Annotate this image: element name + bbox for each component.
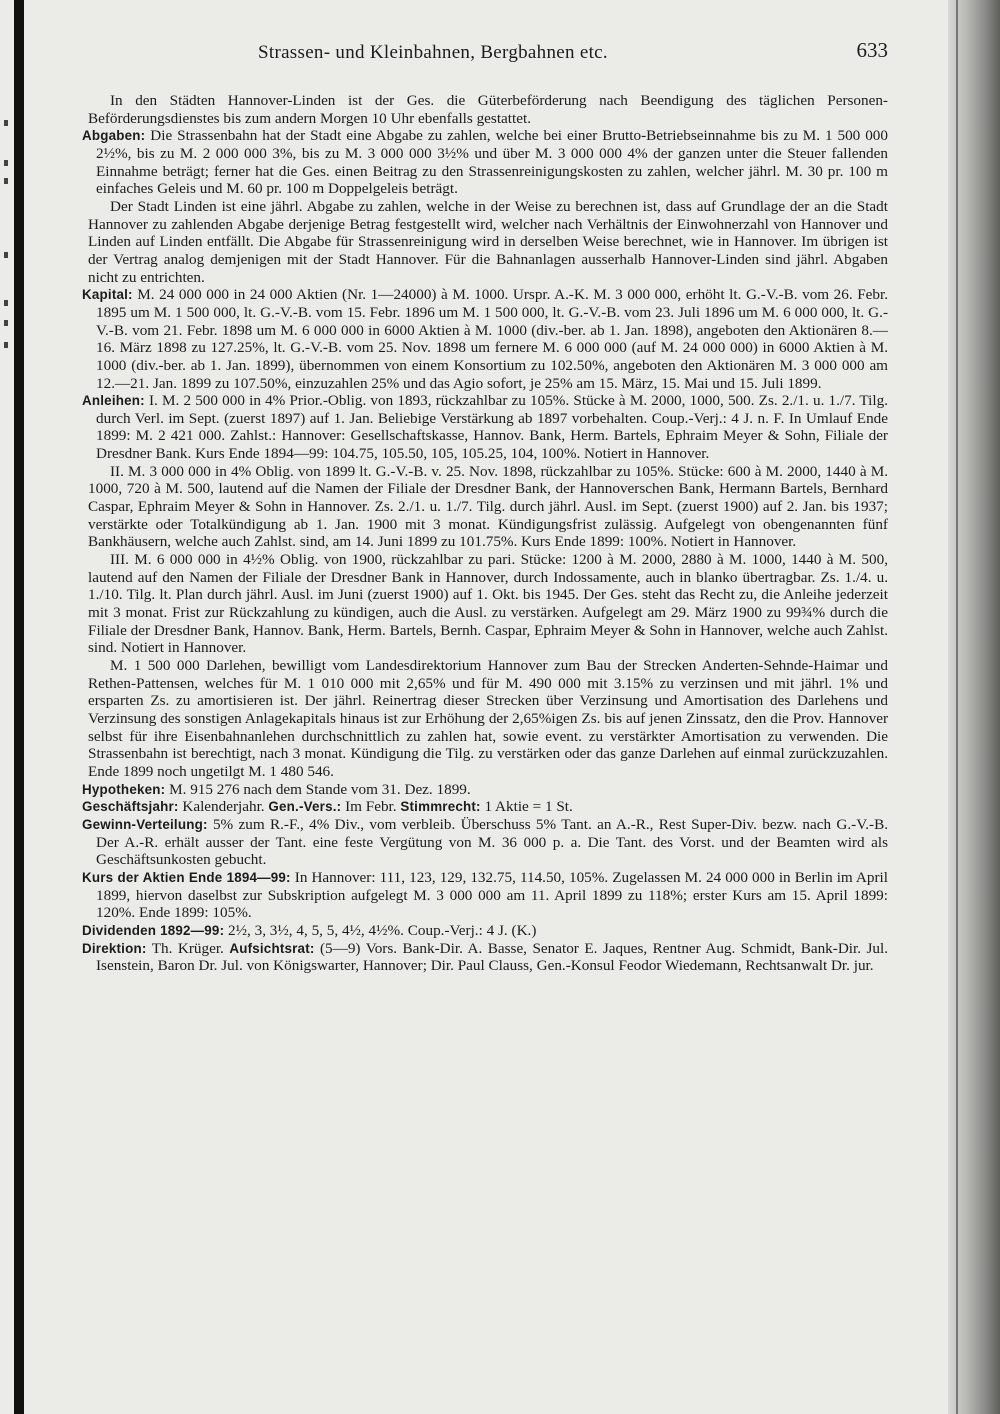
paragraph-dividenden <box>82 921 888 940</box>
margin-marks <box>2 0 14 1414</box>
paragraph-text: Th. Krüger. <box>151 939 224 957</box>
section-key: Hypotheken: <box>82 781 166 797</box>
paragraph-traffic <box>88 92 888 127</box>
paragraph-text: 1 Aktie = 1 St. <box>484 798 573 816</box>
paragraph-text: M. 915 276 nach dem Stande vom 31. Dez. 1899. <box>169 780 471 798</box>
section-key: Dividenden 1892—99: <box>82 922 225 938</box>
paragraph-text: II. M. 3 000 000 in 4% Oblig. von 1899 lt. G.-V.-B. v. 25. Nov. 1898, rückzahlbar zu 105%. Stücke: 600 à M. 2000, 1440 à M. 1000, 720 à M. 500, lautend auf die Namen der Filiale der Dresdner Bank, der Hannoverschen Bank, Hermann Bartels, Bernhard Caspar, Ephraim Meyer & Sohn in Hannover. Zs. 2./1. u. 1./7. Tilg. durch jährl. Ausl. im Sept. (zuerst 1900) auf 2. Jan. bis 1937; verstärkte oder Totalkündigung ab 1. Jan. 1900 mit 3 monat. Kündigungsfrist zulässig. Aufgelegt von obengenannten fünf Bankhäusern, welche auch Zahlst. sind, am 14. Juni 1899 zu 101.75%. Kurs Ende 1899: 100%. Notiert in Hannover. <box>88 462 888 551</box>
running-title: Strassen- und Kleinbahnen, Bergbahnen etc. <box>258 42 608 63</box>
paragraph-kurs <box>82 868 888 922</box>
paragraph-text: 2½, 3, 3½, 4, 5, 5, 4½, 4½%. Coup.-Verj.: 4 J. (K.) <box>228 921 537 939</box>
section-key: Geschäftsjahr: <box>82 799 179 815</box>
paragraph-hypotheken <box>82 780 888 799</box>
paragraph-gewinn-verteilung <box>82 815 889 869</box>
paragraph-anleihe-2 <box>88 463 888 551</box>
paragraph-text: In Hannover: 111, 123, 129, 132.75, 114.50, 105%. Zugelassen M. 24 000 000 in Berlin im April 1899, hiervon daselbst zur Subskription aufgelegt M. 3 000 000 am 11. April 1899 zu 118%; erster Kurs am 15. April 1899: 120%. Ende 1899: 105%. <box>96 868 888 922</box>
binding-edge <box>14 0 24 1414</box>
section-key: Abgaben: <box>82 128 146 144</box>
paragraph-darlehen <box>88 657 888 781</box>
page-body <box>82 92 889 975</box>
paragraph-text: In den Städten Hannover-Linden ist der Ges. die Güterbeförderung nach Beendigung des täglichen Personen-Beförderungsdienstes bis zum andern Morgen 10 Uhr ebenfalls gestattet. <box>88 92 888 127</box>
paragraph-anleihen <box>82 392 888 463</box>
paragraph-text: M. 1 500 000 Darlehen, bewilligt vom Landesdirektorium Hannover zum Bau der Strecken Anderten-Sehnde-Haimar und Rethen-Pattensen, welches für M. 1 010 000 mit 2,65% und für M. 490 000 mit 3.15% zu verzinsen und mit jährl. 1% und ersparten Zs. zu amortisieren ist. Der jährl. Reinertrag dieser Strecken über Verzinsung und Amortisation des Darlehens und Verzinsung des sonstigen Anlagekapitals hinaus ist zur Erhöhung der 2,65%igen Zs. bis auf jenen Zinssatz, den die Prov. Hannover selbst für ihre Eisenbahnanlehen durchschnittlich zu zahlen hat, sowie event. zu verstärkter Amortisation zu verwenden. Die Strassenbahn ist berechtigt, nach 3 monat. Kündigung die Tilg. zu verstärken oder das ganze Darlehen auf einmal zurückzuzahlen. Ende 1899 noch ungetilgt M. 1 480 546. <box>88 657 888 780</box>
section-key: Kurs der Aktien Ende 1894—99: <box>82 869 291 885</box>
section-key: Anleihen: <box>82 393 145 409</box>
paragraph-anleihe-3 <box>88 551 888 657</box>
paragraph-text: III. M. 6 000 000 in 4½% Oblig. von 1900, rückzahlbar zu pari. Stücke: 1200 à M. 2000, 2880 à M. 1000, 1440 à M. 500, lautend auf den Namen der Filiale der Dresdner Bank in Hannover, durch Indossamente, auch in blanko übertragbar. Zs. 1./4. u. 1./10. Tilg. lt. Plan durch jährl. Ausl. im Juni (zuerst 1900) auf 1. Okt. bis 1945. Der Ges. steht das Recht zu, die Anleihe jederzeit mit 3 monat. Frist zur Rückzahlung zu kündigen, auch die Ausl. zu verstärken. Aufgelegt am 29. März 1900 zu 99¾% durch die Filiale der Dresdner Bank, Hannov. Bank, Herm. Bartels, Bernh. Caspar, Ephraim Meyer & Sohn in Hannover, welche auch Zahlst. sind. Notiert in Hannover. <box>88 551 888 657</box>
paragraph-text: Im Febr. <box>345 798 397 816</box>
paragraph-geschaeftsjahr <box>82 798 888 816</box>
paragraph-text: M. 24 000 000 in 24 000 Aktien (Nr. 1—24000) à M. 1000. Urspr. A.-K. M. 3 000 000, erhöht lt. G.-V.-B. vom 26. Febr. 1895 um M. 1 500 000, lt. G.-V.-B. vom 15. Febr. 1896 um M. 1 500 000, lt. G.-V.-B. vom 23. Juli 1896 um M. 6 000 000, lt. G.-V.-B. vom 21. Febr. 1898 um M. 6 000 000 in 6000 Aktien à M. 1000 (div.-ber. ab 1. Jan. 1898), angeboten den Aktionären 8.—16. März 1898 zu 127.25%, lt. G.-V.-B. vom 25. Nov. 1898 um fernere M. 6 000 000 (auf M. 24 000 000) in 6000 Aktien à M. 1000 (div.-ber. ab 1. Jan. 1899), übernommen von einem Konsortium zu 102.50%, angeboten den Aktionären M. 3 000 000 am 12.—21. Jan. 1899 zu 107.50%, einzuzahlen 25% und das Agio sofort, je 25% am 15. März, 15. Mai und 15. Juli 1899. <box>96 286 889 392</box>
paragraph-text: Kalenderjahr. <box>182 798 265 816</box>
paragraph-linden <box>88 198 888 286</box>
paragraph-text: 5% zum R.-F., 4% Div., vom verbleib. Überschuss 5% Tant. an A.-R., Rest Super-Div. bezw. nach G.-V.-B. Der A.-R. erhält ausser der Tant. eine feste Vergütung von M. 36 000 p. a. Die Tant. des Vorst. und der Beamten wird als Geschäftsunkosten gebucht. <box>96 815 889 869</box>
paragraph-abgaben <box>82 127 888 198</box>
page-edge-shadow <box>948 0 1000 1414</box>
section-key: Gen.-Vers.: <box>268 799 342 815</box>
page-number: 633 <box>856 38 888 62</box>
paragraph-text: I. M. 2 500 000 in 4% Prior.-Oblig. von 1893, rückzahlbar zu 105%. Stücke à M. 2000, 1000, 500. Zs. 2./1. u. 1./7. Tilg. durch Verl. im Sept. (zuerst 1897) auf 1. Jan. Beliebige Verstärkung ab 1897 vorbehalten. Coup.-Verj.: 4 J. n. F. In Umlauf Ende 1899: M. 2 421 000. Zahlst.: Hannover: Gesellschaftskasse, Hannov. Bank, Herm. Bartels, Ephraim Meyer & Sohn, Filiale der Dresdner Bank. Kurs Ende 1894—99: 104.75, 105.50, 105, 105.25, 104, 100%. Notiert in Hannover. <box>96 392 888 463</box>
section-key: Aufsichtsrat: <box>229 940 315 956</box>
paragraph-text: (5—9) Vors. Bank-Dir. A. Basse, Senator E. Jaques, Rentner Aug. Schmidt, Bank-Dir. Jul. Isenstein, Baron Dr. Jul. von Königswarter, Hannover; Dir. Paul Clauss, Gen.-Konsul Feodor Wiedemann, Rechtsanwalt Dr. jur. <box>96 939 889 975</box>
section-key: Stimmrecht: <box>400 799 481 815</box>
section-key: Gewinn-Verteilung: <box>82 816 208 832</box>
section-key: Kapital: <box>82 287 133 303</box>
paragraph-text: Die Strassenbahn hat der Stadt eine Abgabe zu zahlen, welche bei einer Brutto-Betriebseinnahme bis zu M. 1 500 000 2½%, bis zu M. 2 000 000 3%, bis zu M. 3 000 000 3½% und über M. 3 000 000 4% der ganzen unter die Steuer fallenden Einnahme beträgt; ferner hat die Ges. einen Beitrag zu den Strassenreinigungskosten zu zahlen, welcher jährl. M. 30 pr. 100 m einfaches Geleis und M. 60 pr. 100 m Doppelgeleis beträgt. <box>96 127 888 198</box>
section-key: Direktion: <box>82 940 147 956</box>
paragraph-text: Der Stadt Linden ist eine jährl. Abgabe zu zahlen, welche in der Weise zu berechnen ist, dass auf Grundlage der an die Stadt Hannover zu zahlenden Abgabe derjenige Betrag festgestellt wird, welcher nach Verhältnis der Einwohnerzahl von Hannover und Linden auf Linden entfällt. Die Abgabe für Strassenreinigung wird in derselben Weise berechnet, wie in Hannover. Im übrigen ist der Vertrag analog demjenigen mit der Stadt Hannover. Für die Bahnanlagen ausserhalb Hannover-Linden sind jährl. Abgaben nicht zu entrichten. <box>88 197 888 286</box>
paragraph-direktion <box>82 939 889 975</box>
paragraph-kapital <box>82 286 889 392</box>
page-header <box>88 40 888 70</box>
